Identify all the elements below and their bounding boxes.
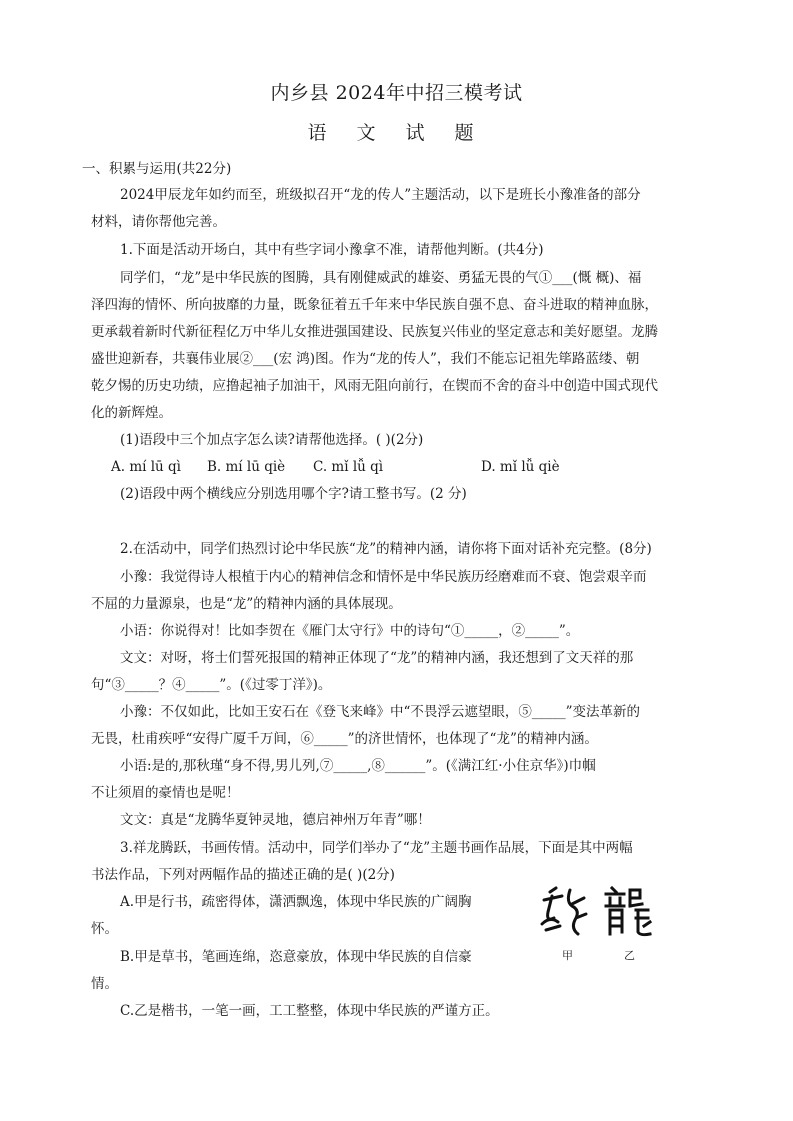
q1-passage-line-5: 乾夕惕的历史功绩，应撸起袖子加油干，风雨无阻向前行，在锲而不舍的奋斗中创造中国式现代: [91, 378, 658, 394]
intro-line-1: 2024甲辰龙年如约而至，班级拟召开“龙的传人”主题活动，以下是班长小豫准备的部分: [120, 187, 641, 203]
q1-passage-line-3: 更承载着新时代新征程亿万中华儿女推进强国建设、民族复兴伟业的坚定意志和美好愿望。龙腾: [91, 324, 658, 340]
q2-line-6: 小豫：不仅如此，比如王安石在《登飞来峰》中“不畏浮云遮望眼，⑤_____”变法革新的: [120, 704, 641, 720]
exam-title: 内乡县 2024年中招三模考试: [270, 82, 523, 104]
q1-option-b: B. mí lū qiè: [207, 459, 286, 475]
q1-option-a: A. mí lū qì: [111, 459, 182, 475]
q2-line-10: 文文：真是“龙腾华夏钟灵地，德启神州万年青”哪！: [120, 812, 431, 828]
q1-option-d: D. mǐ lǚ qiè: [481, 459, 560, 475]
q3-option-b-line-2: 情。: [91, 976, 118, 992]
q2-line-4: 文文：对呀，将士们誓死报国的精神正体现了“龙”的精神内涵，我还想到了文天祥的那: [120, 650, 634, 666]
calligraphy-artworks: [536, 882, 666, 954]
q1-passage-line-2: 泽四海的情怀、所向披靡的力量，既象征着五千年来中华民族自强不息、奋斗进取的精神血脉，: [91, 297, 658, 313]
q2-line-5: 句“③_____？④_____”。(《过零丁洋》)。: [91, 677, 332, 693]
q2-line-7: 无畏，杜甫疾呼“安得广厦千万间，⑥_____”的济世情怀，也体现了“龙”的精神内涵。: [91, 731, 598, 747]
intro-line-2: 材料，请你帮他完善。: [91, 214, 226, 230]
q1-passage-line-1: 同学们，“龙”是中华民族的图腾，具有刚健威武的雄姿、勇猛无畏的气①___(慨 概)、福: [120, 270, 642, 286]
exam-subtitle: 语 文 试 题: [307, 122, 486, 144]
q1-option-c: C. mǐ lǚ qì: [313, 459, 384, 475]
q3-option-a-line-2: 怀。: [91, 921, 118, 937]
q3-stem-2: 书法作品，下列对两幅作品的描述正确的是( )(2分): [91, 867, 395, 883]
section-heading: 一、积累与运用(共22分): [82, 161, 232, 177]
q1-passage-line-4: 盛世迎新春，共襄伟业展②___(宏 鸿)图。作为“龙的传人”，我们不能忘记祖先筚路蓝缕、朝: [91, 351, 640, 367]
q3-option-b-line-1: B.甲是草书，笔画连绵，恣意豪放，体现中华民族的自信豪: [120, 949, 472, 965]
calligraphy-jia-icon: [542, 888, 586, 934]
calligraphy-dragon-icons: [536, 882, 666, 942]
calligraphy-yi-icon: [606, 888, 650, 935]
caption-jia: 甲: [562, 949, 573, 962]
caption-yi: 乙: [624, 949, 635, 962]
q1-passage-line-6: 化的新辉煌。: [91, 405, 172, 421]
q1-stem: 1.下面是活动开场白，其中有些字词小豫拿不准，请帮他判断。(共4分): [120, 242, 544, 258]
q2-line-1: 小豫：我觉得诗人根植于内心的精神信念和情怀是中华民族历经磨难而不衰、饱尝艰辛而: [120, 569, 647, 585]
q2-line-2: 不屈的力量源泉，也是“龙”的精神内涵的具体展现。: [91, 596, 402, 612]
q1-sub1: (1)语段中三个加点字怎么读?请帮他选择。( )(2分): [120, 432, 424, 448]
q2-line-9: 不让须眉的豪情也是呢！: [91, 785, 240, 801]
q3-option-c: C.乙是楷书，一笔一画，工工整整，体现中华民族的严谨方正。: [120, 1003, 499, 1019]
q1-sub2: (2)语段中两个横线应分别选用哪个字?请工整书写。(2 分): [120, 486, 467, 502]
q3-stem-1: 3.祥龙腾跃，书画传情。活动中，同学们举办了“龙”主题书画作品展，下面是其中两幅: [120, 840, 633, 856]
q2-line-3: 小语：你说得对！比如李贺在《雁门太守行》中的诗句“①_____，②_____”。: [120, 623, 580, 639]
q3-option-a-line-1: A.甲是行书，疏密得体，潇洒飘逸，体现中华民族的广阔胸: [120, 894, 472, 910]
q2-line-8: 小语:是的,那秋瑾“身不得,男儿列,⑦_____,⑧______”。(《满江红·小住京华》)巾帼: [120, 758, 596, 774]
q2-stem: 2.在活动中，同学们热烈讨论中华民族“龙”的精神内涵，请你将下面对话补充完整。(8分): [120, 541, 652, 557]
